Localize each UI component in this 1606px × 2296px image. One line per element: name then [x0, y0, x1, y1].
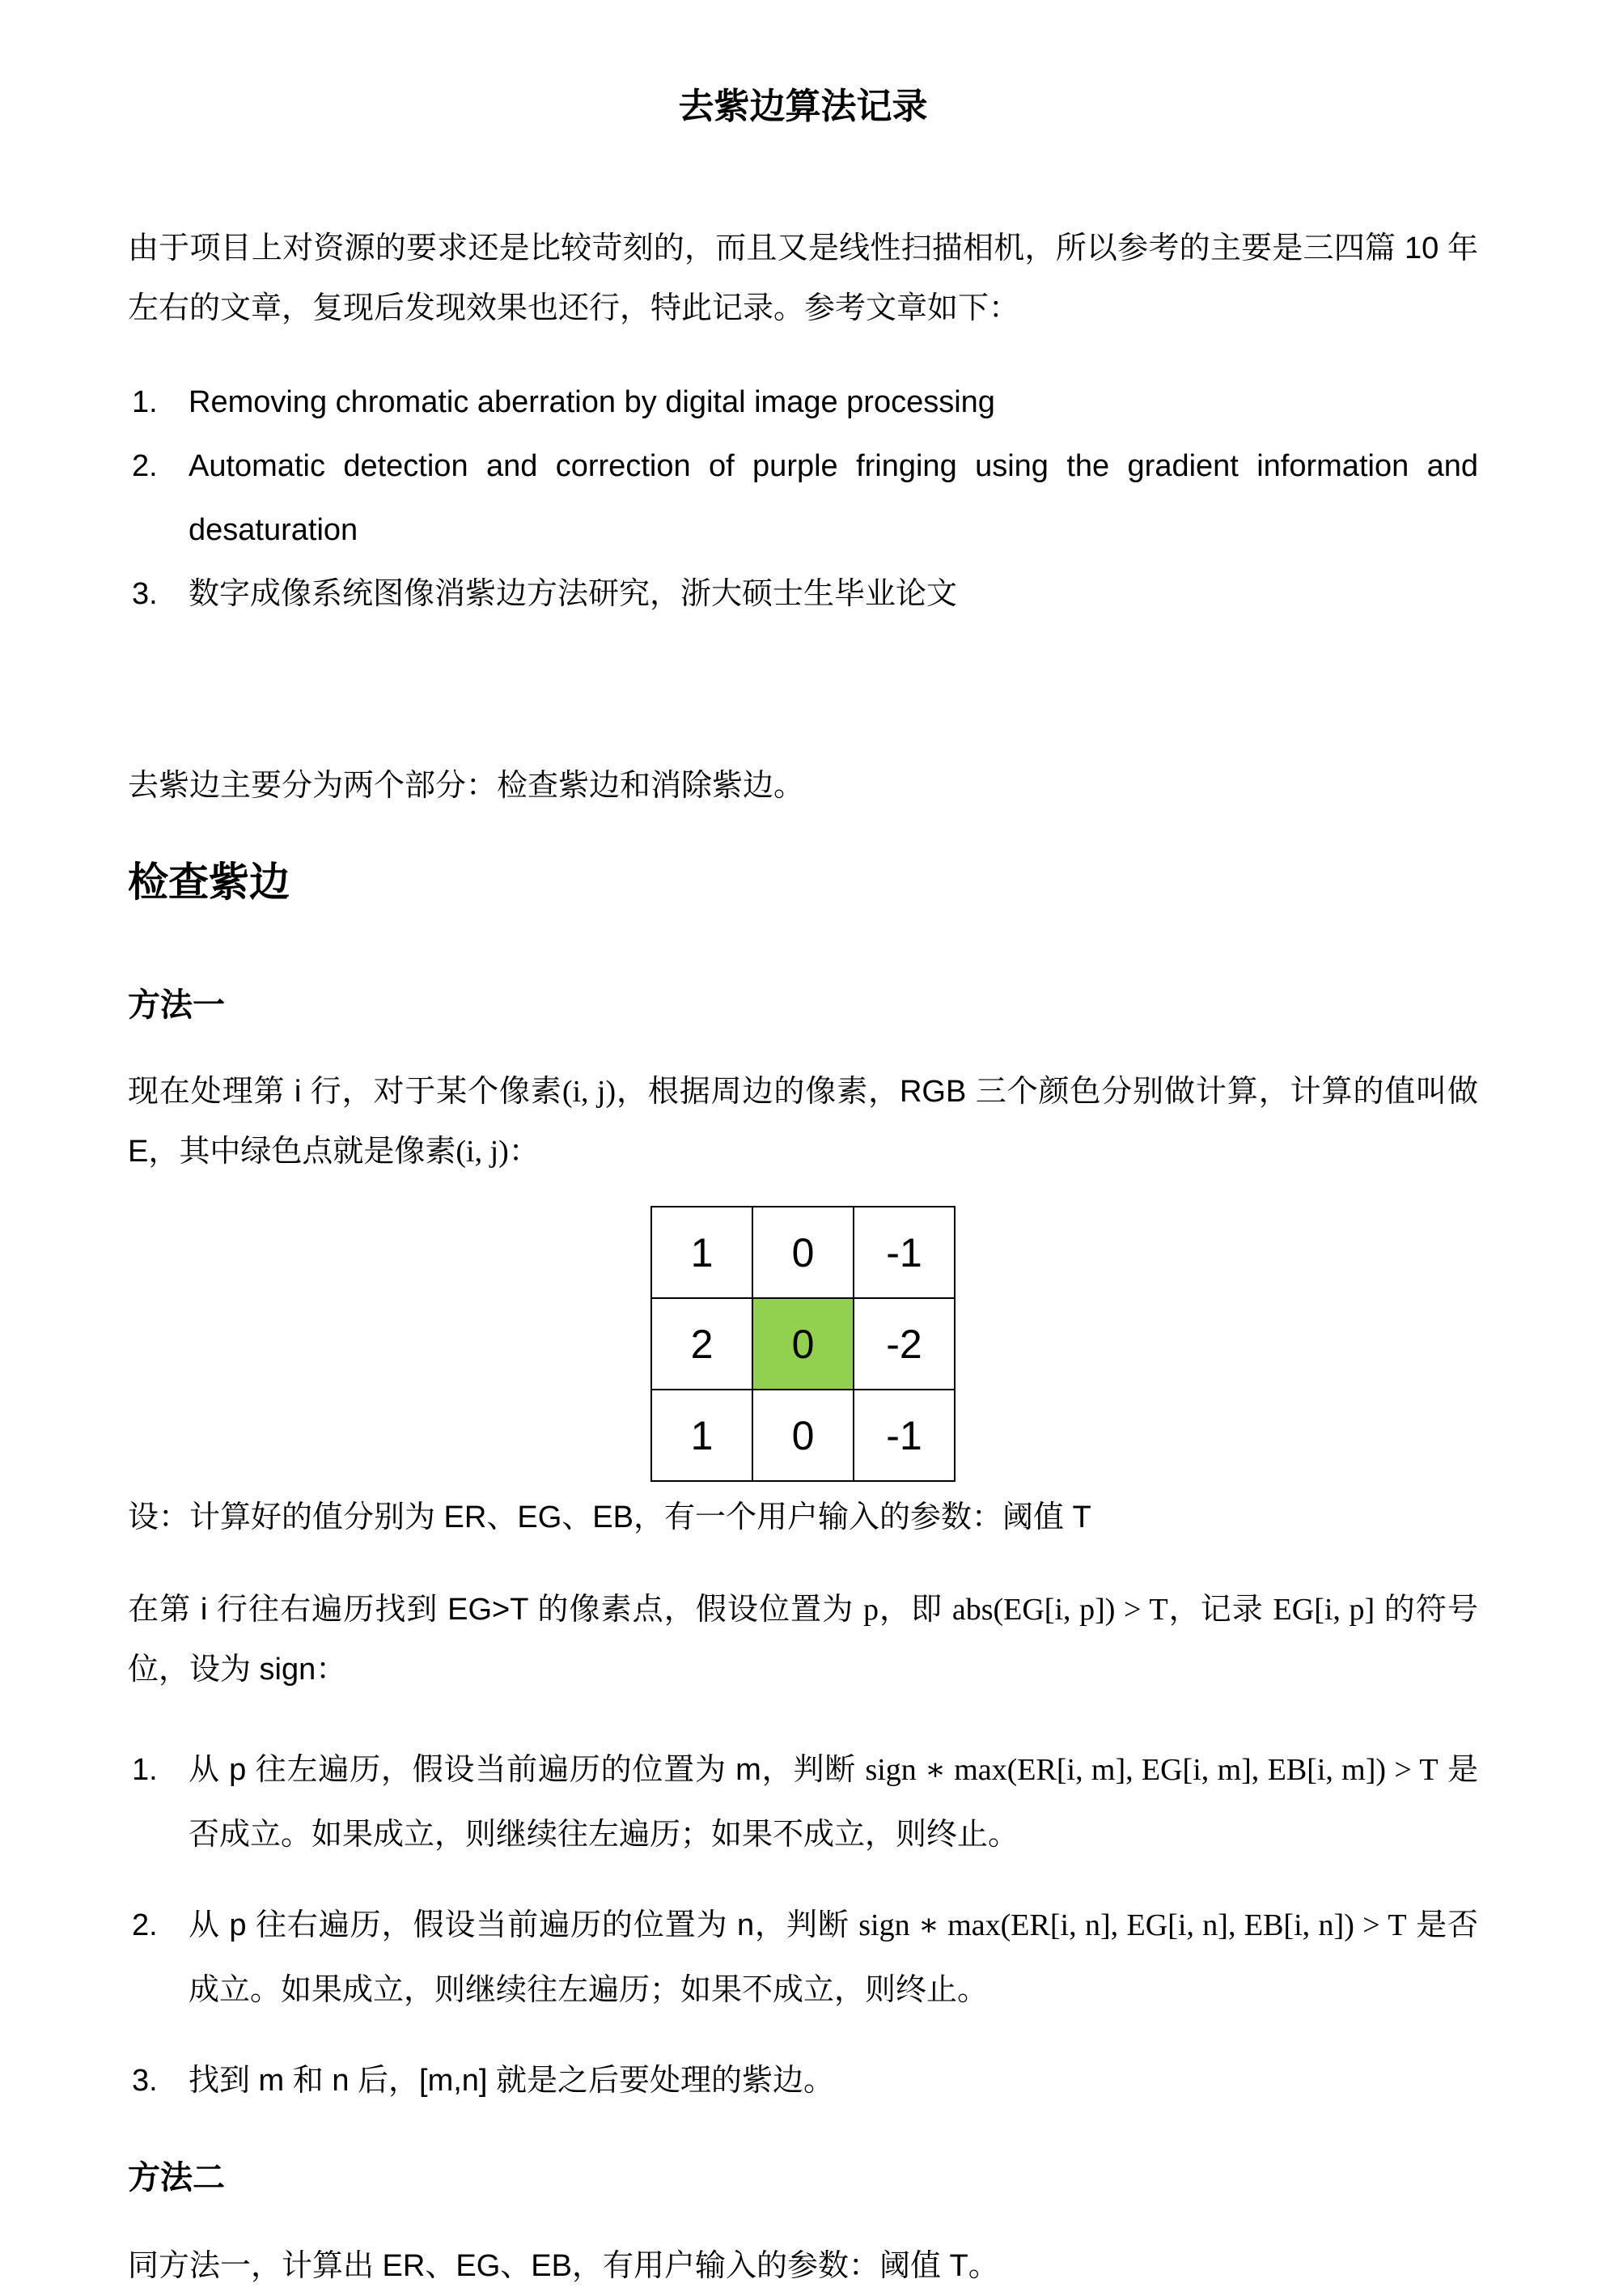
math-inline: sign ∗ max(ER[i, m], EG[i, m], EB[i, m]) > T — [865, 1753, 1439, 1787]
scan-paragraph — [128, 1580, 1478, 1700]
kernel-cell: -1 — [854, 1390, 955, 1481]
reference-list — [128, 371, 1478, 626]
reference-text: 数字成像系统图像消紫边方法研究，浙大硕士生毕业论文 — [189, 577, 958, 611]
math-inline: sign ∗ max(ER[i, n], EG[i, n], EB[i, n]) > T — [858, 1908, 1407, 1942]
steps-list — [128, 1738, 1478, 2113]
text-segment: 是否成立。如果成立，则继续往左遍历；如果不成立，则终止。 — [189, 1753, 1478, 1852]
kernel-cell: -1 — [854, 1207, 955, 1298]
kernel-table — [650, 1206, 956, 1482]
overview-paragraph: 去紫边主要分为两个部分：检查紫边和消除紫边。 — [128, 769, 805, 803]
kernel-cell: 2 — [651, 1298, 752, 1390]
math-inline: (i, j) — [561, 1075, 617, 1109]
text-segment: ，记录 — [1167, 1593, 1273, 1627]
intro-paragraph: 由于项目上对资源的要求还是比较苛刻的，而且又是线性扫描相机，所以参考的主要是三四篇 10 年左右的文章，复现后发现效果也还行，特此记录。参考文章如下： — [128, 231, 1478, 325]
text-segment: 现在处理第 i 行，对于某个像素 — [128, 1075, 562, 1109]
kernel-cell: 0 — [752, 1390, 854, 1481]
text-segment: 在第 i 行往右遍历找到 EG>T 的像素点，假设位置为 — [128, 1593, 863, 1627]
kernel-cell: 1 — [651, 1207, 752, 1298]
step-item — [128, 1738, 1478, 1867]
text-segment: 从 p 往左遍历，假设当前遍历的位置为 m，判断 — [189, 1753, 866, 1787]
reference-item — [128, 371, 1478, 435]
text-segment: ： — [508, 1135, 540, 1169]
math-inline: p — [862, 1593, 879, 1627]
kernel-cell: -2 — [854, 1298, 955, 1390]
table-row — [651, 1390, 955, 1481]
list-number: 2. — [132, 449, 158, 483]
kernel-paragraph — [128, 1062, 1478, 1182]
reference-item — [128, 562, 1478, 626]
document-title: 去紫边算法记录 — [678, 87, 928, 126]
math-inline: (i, j) — [456, 1135, 509, 1169]
text-segment: 找到 m 和 n 后，[m,n] 就是之后要处理的紫边。 — [189, 2064, 835, 2098]
kernel-cell-highlighted: 0 — [752, 1298, 854, 1390]
step-text — [189, 1738, 1478, 1867]
list-number: 1. — [132, 1753, 158, 1787]
text-segment: ，即 — [878, 1593, 952, 1627]
method2-heading: 方法二 — [128, 2160, 225, 2196]
text-segment: 从 p 往右遍历，假设当前遍历的位置为 n，判断 — [189, 1908, 859, 1942]
reference-text: Removing chromatic aberration by digital image processing — [189, 385, 995, 419]
method2-paragraph: 同方法一，计算出 ER、EG、EB，有用户输入的参数：阈值 T。 — [128, 2249, 999, 2283]
table-row — [651, 1207, 955, 1298]
table-row — [651, 1298, 955, 1390]
list-number: 2. — [132, 1908, 158, 1942]
step-item — [128, 1893, 1478, 2022]
reference-item — [128, 435, 1478, 562]
section-heading-check: 检查紫边 — [128, 859, 290, 905]
list-number: 3. — [132, 2064, 158, 2098]
list-number: 3. — [132, 577, 158, 611]
kernel-cell: 1 — [651, 1390, 752, 1481]
kernel-cell: 0 — [752, 1207, 854, 1298]
text-segment: 的符号位，设为 sign： — [128, 1593, 1478, 1687]
method1-heading: 方法一 — [128, 987, 225, 1023]
text-segment: ，根据周边的像素，RGB 三个颜色分别做计算，计算的值叫做 E，其中绿色点就是像素 — [128, 1075, 1478, 1169]
set-values-paragraph: 设：计算好的值分别为 ER、EG、EB，有一个用户输入的参数：阈值 T — [128, 1500, 1091, 1534]
math-inline: EG[i, p] — [1273, 1593, 1375, 1627]
step-item — [128, 2048, 1478, 2113]
text-segment: 是否成立。如果成立，则继续往左遍历；如果不成立，则终止。 — [189, 1908, 1478, 2007]
reference-text: Automatic detection and correction of purple fringing using the gradient information and desaturation — [189, 449, 1478, 547]
list-number: 1. — [132, 385, 158, 419]
step-text — [189, 2048, 1478, 2113]
math-inline: abs(EG[i, p]) > T — [951, 1593, 1168, 1627]
step-text — [189, 1893, 1478, 2022]
